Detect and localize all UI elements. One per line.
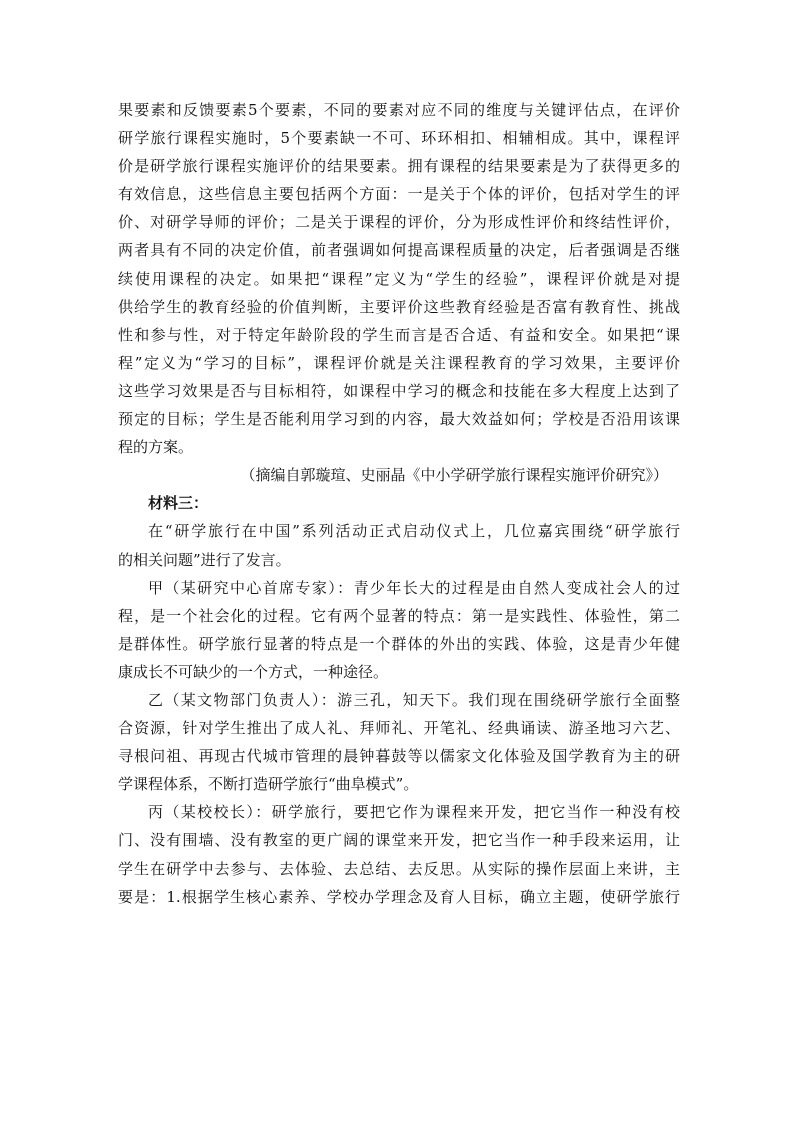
paragraph-speaker-bing: [118, 798, 680, 910]
paragraph-curriculum-evaluation: [118, 96, 680, 461]
text-line: 程”定义为“学习的目标”，课程评价就是关注课程教育的学习效果，主要评价: [118, 353, 680, 372]
paragraph-intro: [118, 517, 680, 573]
text-line: 要是：1.根据学生核心素养、学校办学理念及育人目标，确立主题，使研学旅行: [118, 887, 680, 906]
text-line: 供给学生的教育经验的价值判断，主要评价这些教育经验是否富有教育性、挑战: [118, 297, 680, 316]
text-line: 合资源，针对学生推出了成人礼、拜师礼、开笔礼、经典诵读、游圣地习六艺、: [118, 719, 680, 738]
text-line: 这些学习效果是否与目标相符，如课程中学习的概念和技能在多大程度上达到了: [118, 381, 680, 400]
text-line: 研学旅行课程实施时，5个要素缺一不可、环环相扣、相辅相成。其中，课程评: [118, 129, 680, 148]
text-line: 续使用课程的决定。如果把“课程”定义为“学生的经验”，课程评价就是对提: [118, 269, 680, 288]
text-line: 程，是一个社会化的过程。它有两个显著的特点：第一是实践性、体验性，第二: [118, 606, 680, 625]
text-line: 乙（某文物部门负责人）：游三孔，知天下。我们现在围绕研学旅行全面整: [148, 690, 680, 709]
source-citation: （摘编自郭璇瑄、史丽晶《中小学研学旅行课程实施评价研究》）: [240, 466, 668, 485]
text-line: 果要素和反馈要素5个要素，不同的要素对应不同的维度与关键评估点，在评价: [118, 101, 680, 119]
text-line: 康成长不可缺少的一个方式，一种途径。: [118, 662, 389, 681]
text-line: 的相关问题”进行了发言。: [118, 550, 291, 569]
text-line: 有效信息，这些信息主要包括两个方面：一是关于个体的评价，包括对学生的评: [118, 185, 680, 204]
paragraph-speaker-jia: [118, 574, 680, 686]
text-line: 寻根问祖、再现古代城市管理的晨钟暮鼓等以儒家文化体验及国学教育为主的研: [118, 747, 680, 766]
section-heading: 材料三：: [148, 494, 209, 513]
text-line: 学生在研学中去参与、去体验、去总结、去反思。从实际的操作层面上来讲，主: [118, 859, 680, 878]
text-line: 性和参与性，对于特定年龄阶段的学生而言是否合适、有益和安全。如果把“课: [118, 325, 680, 344]
paragraph-speaker-yi: [118, 686, 680, 798]
text-line: 是群体性。研学旅行显著的特点是一个群体的外出的实践、体验，这是青少年健: [118, 634, 680, 653]
text-line: 价、对研学导师的评价；二是关于课程的评价，分为形成性评价和终结性评价，: [118, 213, 680, 232]
text-line: 丙（某校校长）：研学旅行，要把它作为课程来开发，把它当作一种没有校: [148, 803, 680, 822]
text-line: 学课程体系，不断打造研学旅行“曲阜模式”。: [118, 775, 419, 794]
text-line: 甲（某研究中心首席专家）：青少年长大的过程是由自然人变成社会人的过: [148, 578, 680, 597]
text-line: 两者具有不同的决定价值，前者强调如何提高课程质量的决定，后者强调是否继: [118, 241, 680, 260]
text-line: 门、没有围墙、没有教室的更广阔的课堂来开发，把它当作一种手段来运用，让: [118, 831, 680, 850]
text-line: 程的方案。: [118, 438, 194, 457]
text-line: 在“研学旅行在中国”系列活动正式启动仪式上，几位嘉宾围绕“研学旅行: [148, 522, 680, 541]
document-page: [118, 96, 680, 911]
text-line: 预定的目标；学生是否能利用学习到的内容，最大效益如何；学校是否沿用该课: [118, 410, 680, 429]
text-line: 价是研学旅行课程实施评价的结果要素。拥有课程的结果要素是为了获得更多的: [118, 157, 680, 176]
